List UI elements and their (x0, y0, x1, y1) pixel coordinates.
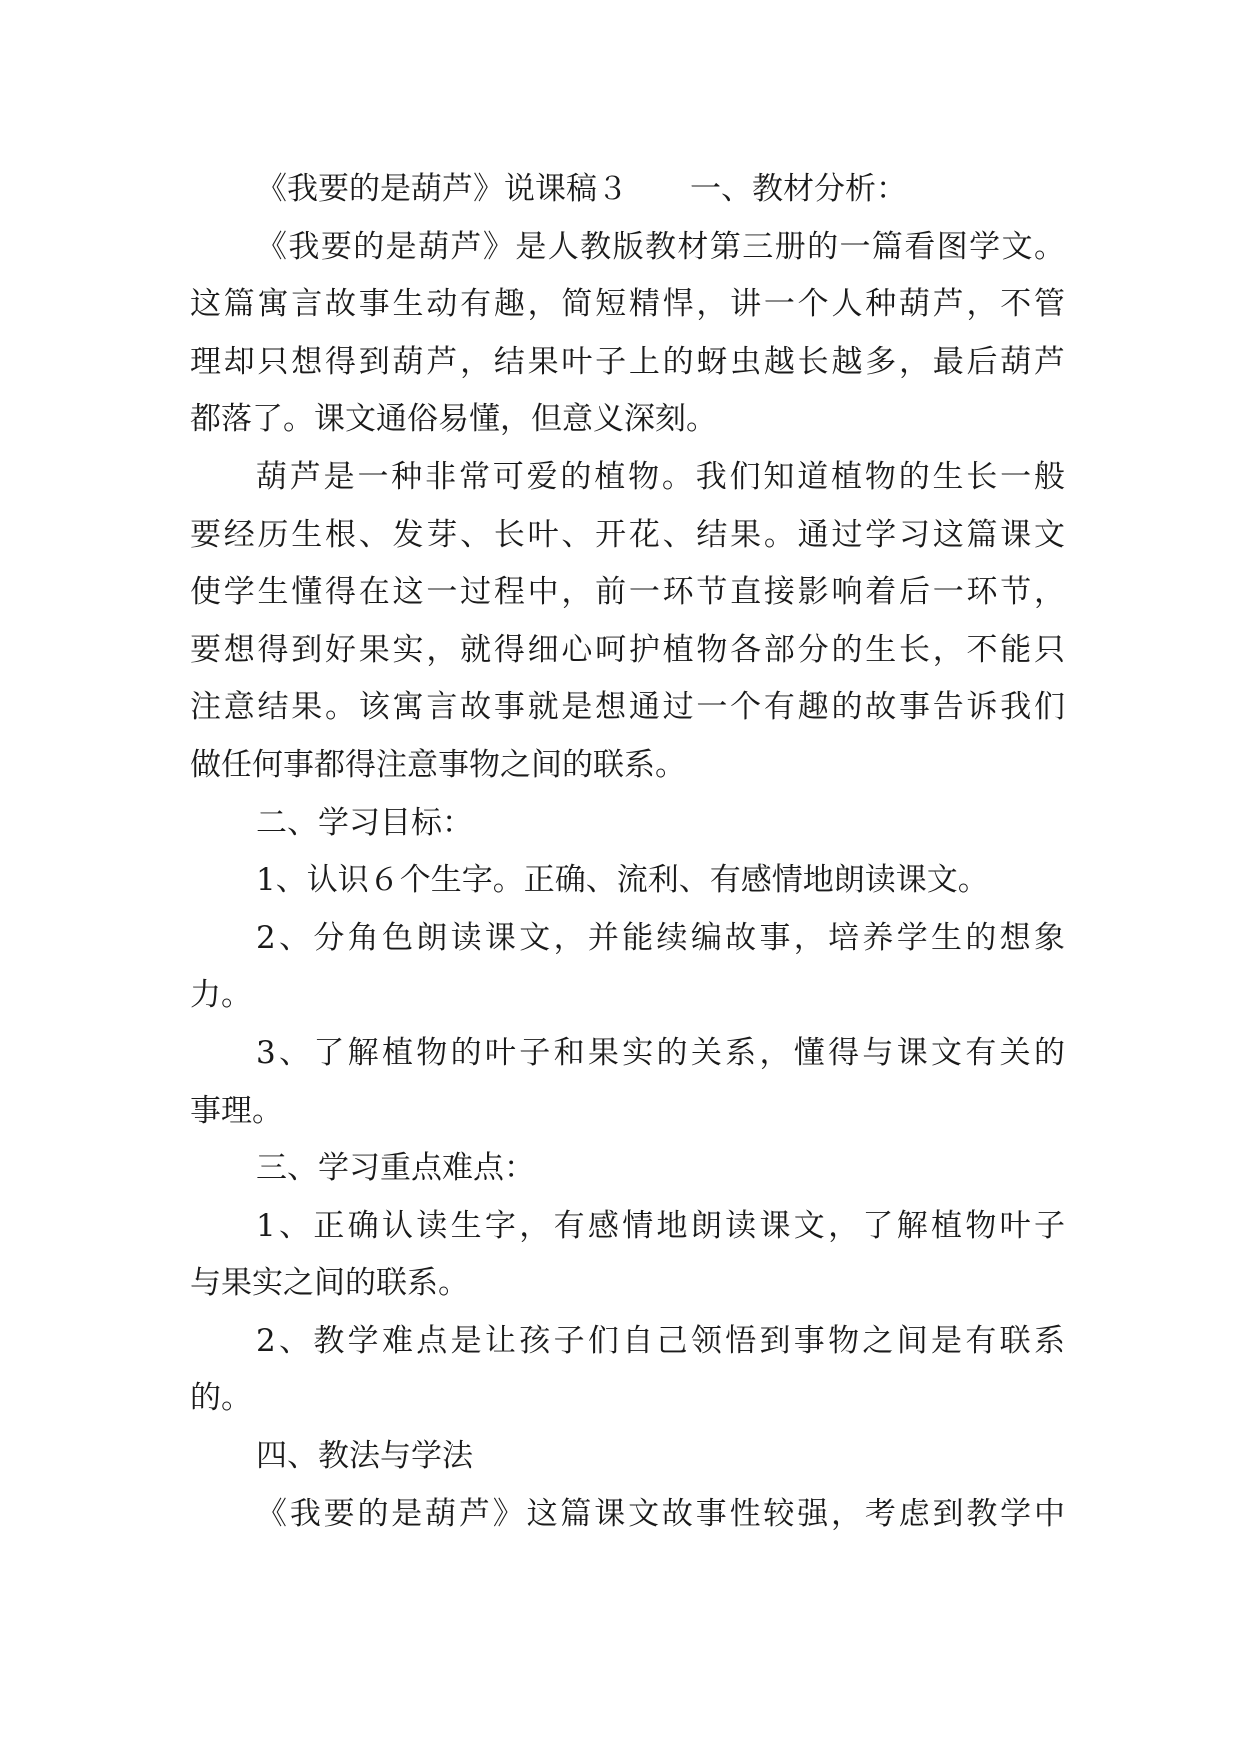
text-line: 葫芦是一种非常可爱的植物。我们知道植物的生长一般 (256, 458, 1065, 495)
text-line: 都落了。课文通俗易懂，但意义深刻。 (190, 401, 717, 438)
text-line: 与果实之间的联系。 (190, 1265, 469, 1302)
text-line: 《我要的是葫芦》是人教版教材第三册的一篇看图学文。 (256, 228, 1065, 265)
text-line: 二、学习目标： (256, 804, 473, 841)
text-line: 这篇寓言故事生动有趣，简短精悍，讲一个人种葫芦，不管 (190, 286, 1065, 323)
text-line: 力。 (190, 977, 252, 1014)
text-line: 使学生懂得在这一过程中，前一环节直接影响着后一环节， (190, 574, 1065, 611)
text-line: 要经历生根、发芽、长叶、开花、结果。通过学习这篇课文 (190, 516, 1065, 553)
text-line: 注意结果。该寓言故事就是想通过一个有趣的故事告诉我们 (190, 689, 1065, 726)
text-line: 事理。 (190, 1092, 283, 1129)
text-line: 1、认识６个生字。正确、流利、有感情地朗读课文。 (256, 862, 989, 899)
text-line: 做任何事都得注意事物之间的联系。 (190, 746, 686, 783)
text-line: 1、正确认读生字，有感情地朗读课文，了解植物叶子 (256, 1207, 1065, 1244)
text-line: 三、学习重点难点： (256, 1150, 535, 1187)
text-line: 2、教学难点是让孩子们自己领悟到事物之间是有联系 (256, 1322, 1065, 1359)
text-line: 2、分角色朗读课文，并能续编故事，培养学生的想象 (256, 919, 1065, 956)
text-line: 《我要的是葫芦》说课稿３ 一、教材分析： (256, 171, 907, 207)
document-body (190, 161, 1065, 1543)
text-line: 理却只想得到葫芦，结果叶子上的蚜虫越长越多，最后葫芦 (190, 343, 1065, 380)
text-line: 《我要的是葫芦》这篇课文故事性较强，考虑到教学中 (256, 1495, 1065, 1532)
text-line: 要想得到好果实，就得细心呵护植物各部分的生长，不能只 (190, 631, 1065, 668)
text-line: 四、教法与学法 (256, 1438, 473, 1475)
text-line: 3、了解植物的叶子和果实的关系，懂得与课文有关的 (256, 1034, 1065, 1071)
text-line: 的。 (190, 1380, 252, 1417)
